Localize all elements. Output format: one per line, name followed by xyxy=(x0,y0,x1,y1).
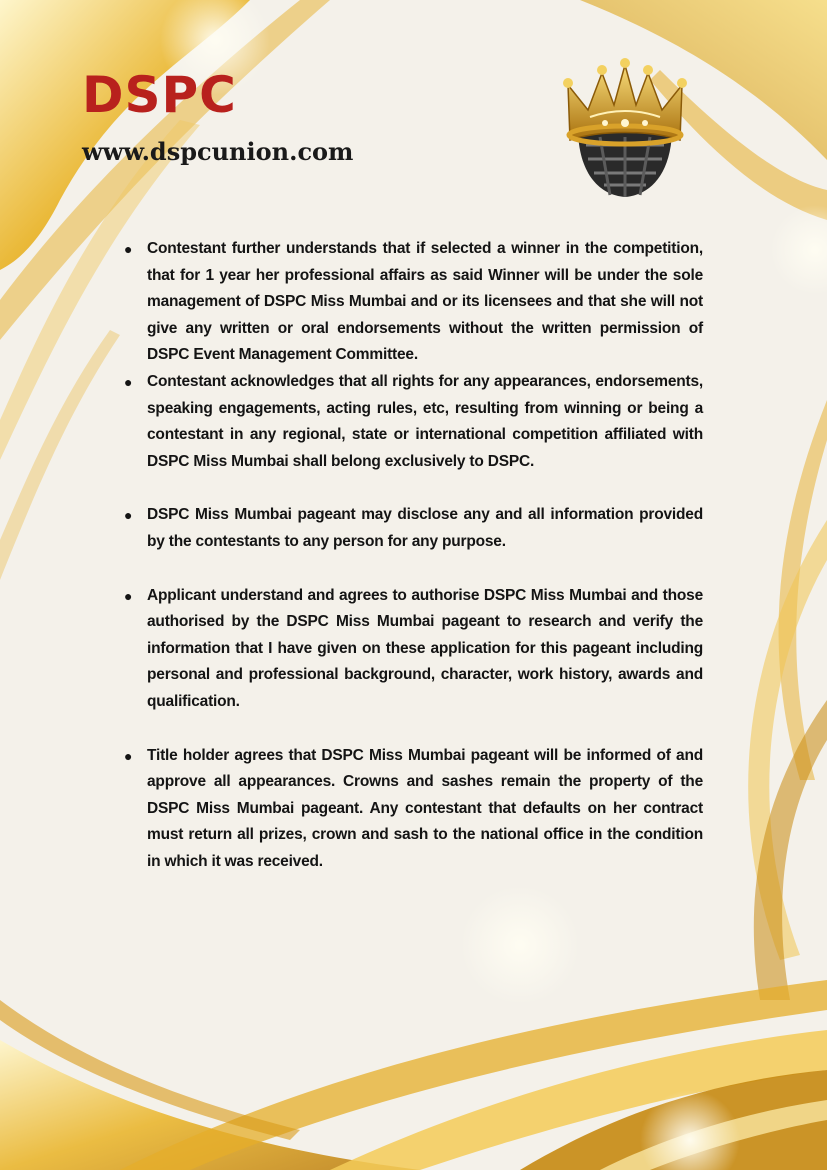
term-item xyxy=(120,502,703,555)
term-text: Contestant further understands that if selected a winner in the competition, that for 1 year her professional affairs as said Winner will be under the sole management of DSPC Miss Mumbai and or its licensees and that she will not give any written or oral endorsements without the written permission of DSPC Event Management Committee. xyxy=(147,240,703,364)
bullet-icon: ● xyxy=(124,747,133,764)
term-item xyxy=(120,236,703,369)
term-item xyxy=(120,369,703,475)
crown-icon xyxy=(550,55,700,205)
terms-list xyxy=(120,236,703,875)
term-text: DSPC Miss Mumbai pageant may disclose any and all information provided by the contestants to any person for any purpose. xyxy=(147,506,703,550)
bullet-icon: ● xyxy=(124,241,133,257)
bullet-icon: ● xyxy=(124,373,133,390)
website-url[interactable]: www.dspcunion.com xyxy=(82,137,354,166)
bullet-icon: ● xyxy=(124,587,133,604)
term-item xyxy=(120,583,703,716)
bullet-icon: ● xyxy=(124,507,133,524)
term-item xyxy=(120,743,703,876)
term-text: Title holder agrees that DSPC Miss Mumbai pageant will be informed of and approve all appearances. Crowns and sashes remain the property of the DSPC Miss Mumbai pageant. Any contestant that defaults on her contract must return all prizes, crown and sash to the national office in the condition in which it was received. xyxy=(147,746,703,870)
term-text: Applicant understand and agrees to authorise DSPC Miss Mumbai and those authorised by the DSPC Miss Mumbai pageant to research and verify the information that I have given on these application for this pageant including personal and professional background, character, work history, awards and qualification. xyxy=(147,586,703,710)
brand-logo: DSPC xyxy=(82,66,237,124)
term-text: Contestant acknowledges that all rights for any appearances, endorsements, speaking engagements, acting rules, etc, resulting from winning or being a contestant in any regional, state or international competition affiliated with DSPC Miss Mumbai shall belong exclusively to DSPC. xyxy=(147,372,703,470)
